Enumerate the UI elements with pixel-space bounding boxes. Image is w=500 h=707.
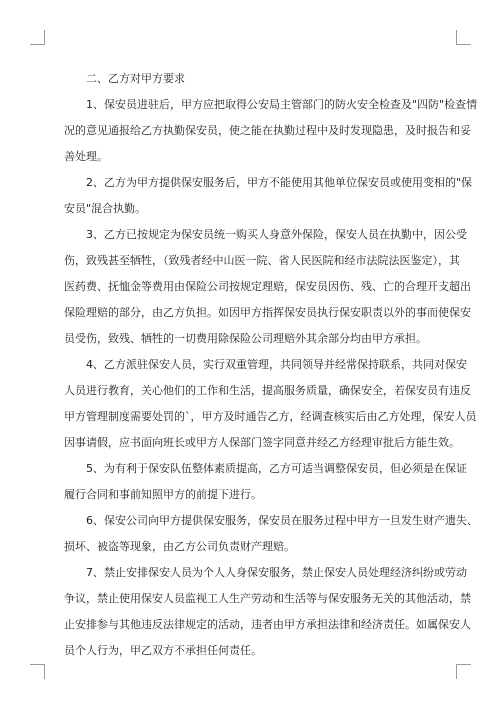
paragraph-line: 5、为有利于保安队伍整体素质提高，乙方可适当调整保安员，但必须是在保证 — [86, 462, 467, 475]
paragraph-line: 4、乙方派驻保安人员，实行双重管理，共同领导并经常保持联系，共同对保安 — [86, 358, 467, 371]
paragraph-line: 安员"混合执勤。 — [64, 202, 147, 215]
paragraph-line: 1、保安员进驻后，甲方应把取得公安局主管部门的防火安全检查及"四防"检查情 — [86, 98, 478, 111]
paragraph-line: 争议，禁止使用保安人员监视工人生产劳动和生活等与保安服务无关的其他活动，禁 — [64, 592, 471, 605]
paragraph-line: 员个人行为，甲乙双方不承担任何责任。 — [64, 644, 262, 657]
paragraph — [64, 222, 471, 352]
paragraph-line: 3、乙方已按规定为保安员统一购买人身意外保险，保安人员在执勤中，因公受 — [86, 228, 467, 241]
paragraph-line: 员受伤，致残、牺牲的一切费用除保险公司理赔外其余部分均由甲方承担。 — [64, 332, 427, 345]
paragraph-line: 甲方管理制度需要处罚的`，甲方及时通告乙方，经调查核实后由乙方处理，保安人员 — [64, 410, 477, 423]
paragraph — [64, 170, 473, 222]
crop-mark-top-left — [30, 30, 45, 45]
paragraph-line: 因事请假，应书面向班长或甲方人保部门签字同意并经乙方经理审批后方能生效。 — [64, 436, 460, 449]
paragraph-line: 伤，致残甚至牺牲，（致残者经中山医一院、省人民医院和经市法院法医鉴定），其 — [64, 254, 460, 267]
paragraph-line: 履行合同和事前知照甲方的前提下进行。 — [64, 488, 262, 501]
paragraph — [64, 92, 478, 170]
paragraph-line: 损坏、被盗等现象，由乙方公司负责财产理赔。 — [64, 540, 295, 553]
paragraph-line: 医药费、抚恤金等费用由保险公司按规定理赔，保安员因伤、残、亡的合理开支超出 — [64, 280, 471, 293]
paragraph-line: 保险理赔的部分，由乙方负担。如因甲方指挥保安员执行保安职责以外的事而使保安 — [64, 306, 471, 319]
paragraph-line: 6、保安公司向甲方提供保安服务，保安员在服务过程中甲方一旦发生财产遗失、 — [86, 514, 478, 527]
paragraph-line: 止安排参与其他违反法律规定的活动，违者由甲方承担法律和经济责任。如属保安人 — [64, 618, 471, 631]
paragraph — [64, 508, 478, 560]
paragraph-line: 善处理。 — [64, 150, 108, 163]
crop-mark-top-right — [456, 30, 471, 45]
section-heading: 二、乙方对甲方要求 — [86, 72, 185, 85]
crop-mark-bottom-left — [30, 664, 45, 679]
paragraph-line: 7、禁止安排保安人员为个人人身保安服务，禁止保安人员处理经济纠纷或劳动 — [86, 566, 467, 579]
paragraph-list — [64, 92, 478, 664]
paragraph-line: 况的意见通报给乙方执勤保安员，使之能在执勤过程中及时发现隐患，及时报告和妥 — [64, 124, 471, 137]
paragraph — [64, 352, 477, 456]
paragraph — [64, 560, 471, 664]
paragraph-line: 2、乙方为甲方提供保安服务后，甲方不能使用其他单位保安员或使用变相的"保 — [86, 176, 473, 189]
crop-mark-bottom-right — [456, 664, 471, 679]
paragraph — [64, 456, 467, 508]
paragraph-line: 人员进行教育，关心他们的工作和生活，提高服务质量，确保安全，若保安员有违反 — [64, 384, 471, 397]
document-body — [64, 66, 478, 664]
